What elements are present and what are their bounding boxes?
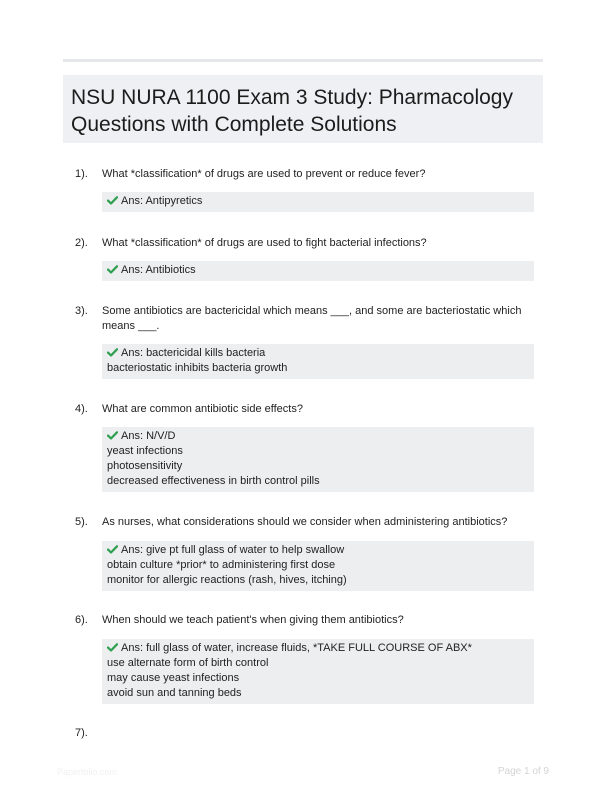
answer-line: decreased effectiveness in birth control pills <box>107 475 320 487</box>
answer-line: may cause yeast infections <box>107 672 240 684</box>
answer-line: monitor for allergic reactions (rash, hives, itching) <box>107 574 347 586</box>
answer-box <box>102 541 534 591</box>
answer-line: photosensitivity <box>107 460 183 472</box>
answer-line: Ans: Antipyretics <box>121 195 203 207</box>
answer-line: use alternate form of birth control <box>107 657 269 669</box>
question-text: What are common antibiotic side effects? <box>102 403 303 415</box>
checkmark-icon <box>107 431 118 440</box>
page-indicator: Page 1 of 9 <box>497 766 549 777</box>
title-line-1: NSU NURA 1100 Exam 3 Study: Pharmacology <box>71 86 513 109</box>
question-text-line: means ___. <box>102 320 160 332</box>
answer-line: obtain culture *prior* to administering first dose <box>107 559 336 571</box>
question-number: 1). <box>75 168 88 180</box>
checkmark-icon <box>107 643 118 652</box>
document-title <box>71 84 535 138</box>
footer-watermark: Paperfolio.com <box>57 767 118 777</box>
question-number: 4). <box>75 403 88 415</box>
question-number: 5). <box>75 516 88 528</box>
question-text: As nurses, what considerations should we consider when administering antibiotics? <box>102 516 508 528</box>
checkmark-icon <box>107 348 118 357</box>
answer-line: Ans: give pt full glass of water to help swallow <box>121 544 345 556</box>
answer-box <box>102 192 534 212</box>
answer-box <box>102 261 534 281</box>
question-text: What *classification* of drugs are used to prevent or reduce fever? <box>102 168 426 180</box>
question-text-line: Some antibiotics are bactericidal which means ___, and some are bacteriostatic which <box>102 305 522 317</box>
answer-line: Ans: Antibiotics <box>121 264 196 276</box>
question-number: 2). <box>75 237 88 249</box>
question-text <box>102 304 532 334</box>
question-text: What *classification* of drugs are used to fight bacterial infections? <box>102 237 427 249</box>
document-title-box <box>63 75 543 143</box>
checkmark-icon <box>107 196 118 205</box>
question-number: 6). <box>75 614 88 626</box>
answer-line: Ans: bactericidal kills bacteria <box>121 347 266 359</box>
answer-line: Ans: full glass of water, increase fluids, *TAKE FULL COURSE OF ABX* <box>121 642 472 654</box>
answer-box <box>102 344 534 379</box>
checkmark-icon <box>107 545 118 554</box>
question-text: When should we teach patient's when giving them antibiotics? <box>102 614 404 626</box>
answer-box <box>102 639 534 704</box>
title-line-2: Questions with Complete Solutions <box>71 113 397 136</box>
top-divider <box>63 59 543 62</box>
answer-line: yeast infections <box>107 445 183 457</box>
answer-line: bacteriostatic inhibits bacteria growth <box>107 362 288 374</box>
answer-line: Ans: N/V/D <box>121 430 176 442</box>
question-number: 7). <box>75 727 88 739</box>
checkmark-icon <box>107 265 118 274</box>
answer-line: avoid sun and tanning beds <box>107 687 242 699</box>
answer-box <box>102 427 534 492</box>
question-number: 3). <box>75 305 88 317</box>
